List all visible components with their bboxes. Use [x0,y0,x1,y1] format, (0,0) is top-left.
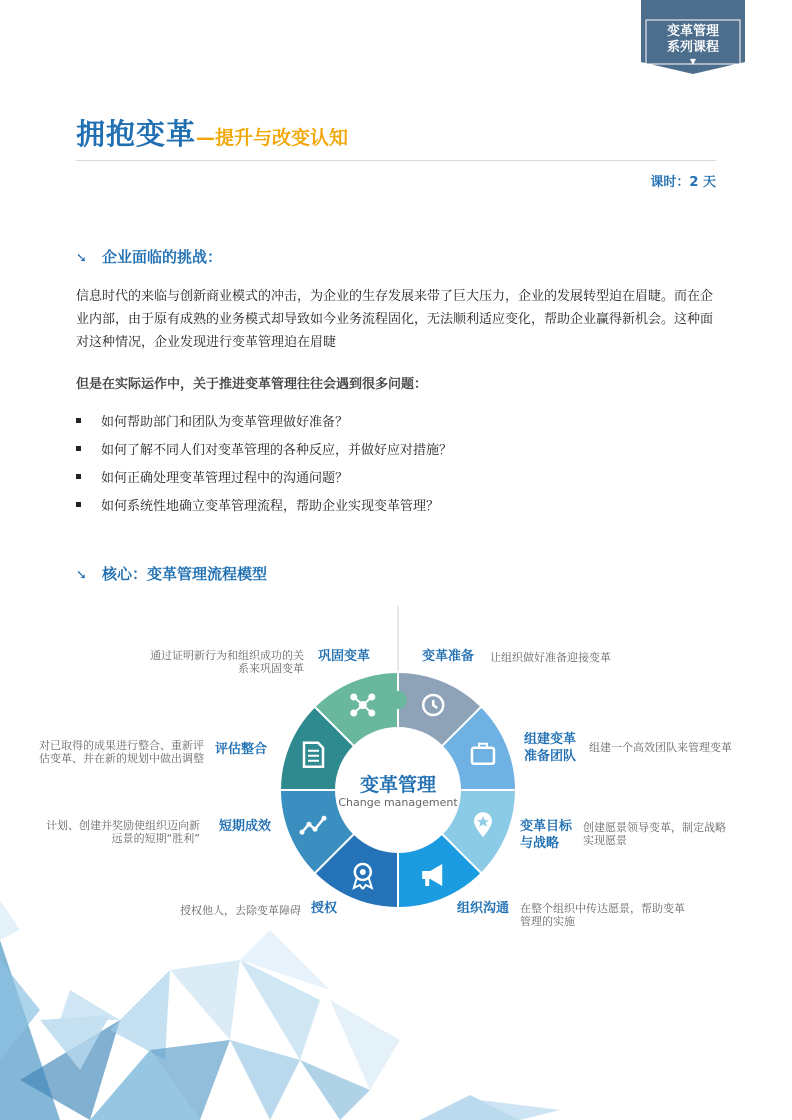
course-hours: 课时：2 天 [650,175,716,190]
step-label: 变革准备 [422,649,475,664]
challenges-heading-text: 企业面临的挑战： [102,248,223,266]
step-description: 在整个组织中传达愿景，帮助变革 管理的实施 [520,902,685,928]
tag-line-2: 系列课程 [666,40,719,55]
center-title: 变革管理 [359,774,436,796]
step-label: 评估整合 [215,742,268,757]
challenges-paragraph: 信息时代的来临与创新商业模式的冲击，为企业的生存发展来带了巨大压力，企业的发展转型迫在眉睫。而在企业内部，由于原有成熟的业务模式却导致如今业务流程固化，无法顺利适应变化，帮助企业赢得新机会。这种面对这种情况，企业发现进行变革管理迫在眉睫 [76,289,714,350]
decorative-triangles [0,900,792,1120]
challenges-lead: 但是在实际运作中，关于推进变革管理往往会遇到很多问题： [76,377,428,392]
tag-arrow: ▼ [689,57,697,66]
title-subtitle: —提升与改变认知 [196,127,349,149]
tag-line-1: 变革管理 [666,24,719,39]
puzzle-knob [389,691,407,709]
list-item: 如何正确处理变革管理过程中的沟通问题？ [76,465,452,493]
arrow-down-right-icon: ➘ [76,568,87,583]
step-label: 短期成效 [219,819,272,834]
diagram-center [336,770,460,820]
change-model-ring [0,600,792,930]
step-label: 巩固变革 [318,649,371,664]
title-divider [76,160,716,161]
step-description: 通过证明新行为和组织成功的关 系来巩固变革 [150,649,304,675]
step-label: 组织沟通 [457,901,510,916]
list-item: 如何了解不同人们对变革管理的各种反应，并做好应对措施？ [76,437,452,465]
step-description: 对已取得的成果进行整合、重新评 估变革、并在新的规划中做出调整 [39,739,204,765]
challenges-list [76,409,452,521]
core-heading [76,563,267,584]
step-description: 授权他人，去除变革障碍 [180,904,301,917]
title-main: 拥抱变革 [76,117,197,151]
course-series-tag [641,0,745,74]
bullet-square-icon [76,502,81,507]
list-item: 如何系统性地确立变革管理流程，帮助企业实现变革管理？ [76,493,452,521]
bullet-square-icon [76,474,81,479]
bullet-square-icon [76,418,81,423]
arrow-down-right-icon: ➘ [76,251,87,266]
bullet-square-icon [76,446,81,451]
step-description: 创建愿景领导变革，制定战略 实现愿景 [583,821,726,847]
step-label: 变革目标 与战略 [520,819,573,851]
center-subtitle: Change management [338,796,458,809]
step-description: 计划、创建并奖励使组织迈向新 远景的短期“胜利” [46,819,200,845]
change-model-diagram [0,600,792,930]
page-title [76,112,348,153]
step-description: 让组织做好准备迎接变革 [490,651,611,664]
challenges-heading [76,246,222,267]
step-description: 组建一个高效团队来管理变革 [589,741,732,754]
step-label: 组建变革 准备团队 [524,732,577,764]
list-item: 如何帮助部门和团队为变革管理做好准备？ [76,409,452,437]
core-heading-text: 核心：变革管理流程模型 [102,565,268,583]
step-label: 授权 [311,901,338,916]
